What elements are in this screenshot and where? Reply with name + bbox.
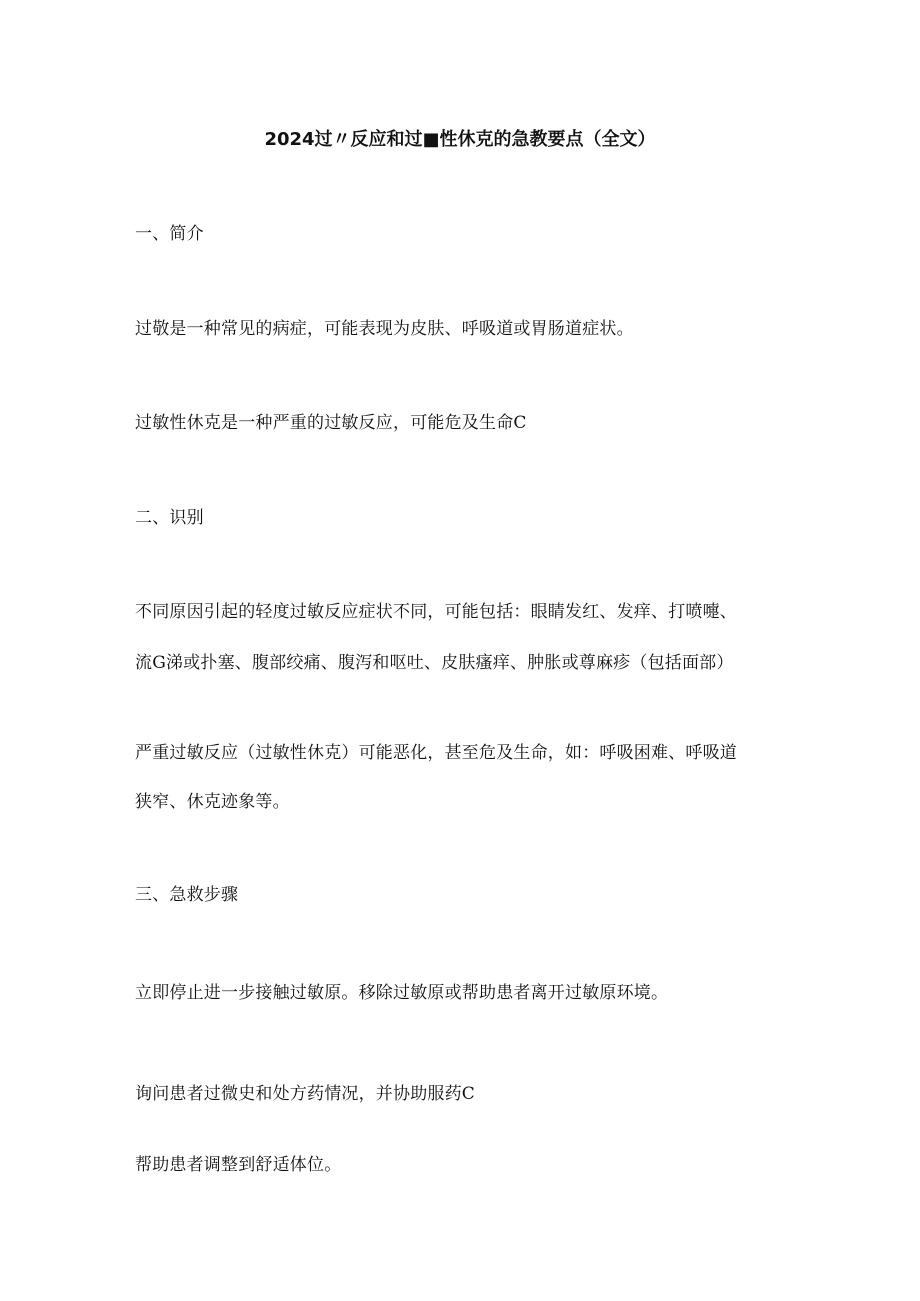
paragraph-step-3: 帮助患者调整到舒适体位。	[135, 1155, 342, 1175]
paragraph-mild-symptoms-line-1: 不同原因引起的轻度过敏反应症状不同，可能包括：眼睛发红、发痒、打喷嚏、	[135, 602, 737, 622]
paragraph-severe-symptoms-line-2: 狭窄、休克迹象等。	[135, 792, 290, 812]
paragraph-severe-symptoms-line-1: 严重过敏反应（过敏性休克）可能恶化，甚至危及生命，如：呼吸困难、呼吸道	[135, 743, 737, 763]
paragraph-step-1: 立即停止进一步接触过敏原。移除过敏原或帮助患者离开过敏原环境。	[135, 983, 669, 1003]
section-heading-first-aid: 三、急救步骤	[135, 885, 239, 905]
paragraph-mild-symptoms-line-2: 流G涕或扑塞、腹部绞痛、腹泻和呕吐、皮肤瘙痒、肿胀或尊麻疹（包括面部）	[135, 653, 734, 673]
section-heading-identify: 二、识别	[135, 508, 204, 528]
document-title: 2024过〃反应和过■性休克的急教要点（全文）	[264, 129, 656, 150]
paragraph-anaphylaxis-intro: 过敏性休克是一种严重的过敏反应，可能危及生命C	[135, 413, 527, 433]
paragraph-step-2: 询问患者过微史和处方药情况，并协助服药C	[135, 1084, 476, 1104]
paragraph-allergy-intro: 过敬是一种常见的病症，可能表现为皮肤、呼吸道或胃肠道症状。	[135, 319, 634, 339]
section-heading-intro: 一、简介	[135, 224, 204, 244]
